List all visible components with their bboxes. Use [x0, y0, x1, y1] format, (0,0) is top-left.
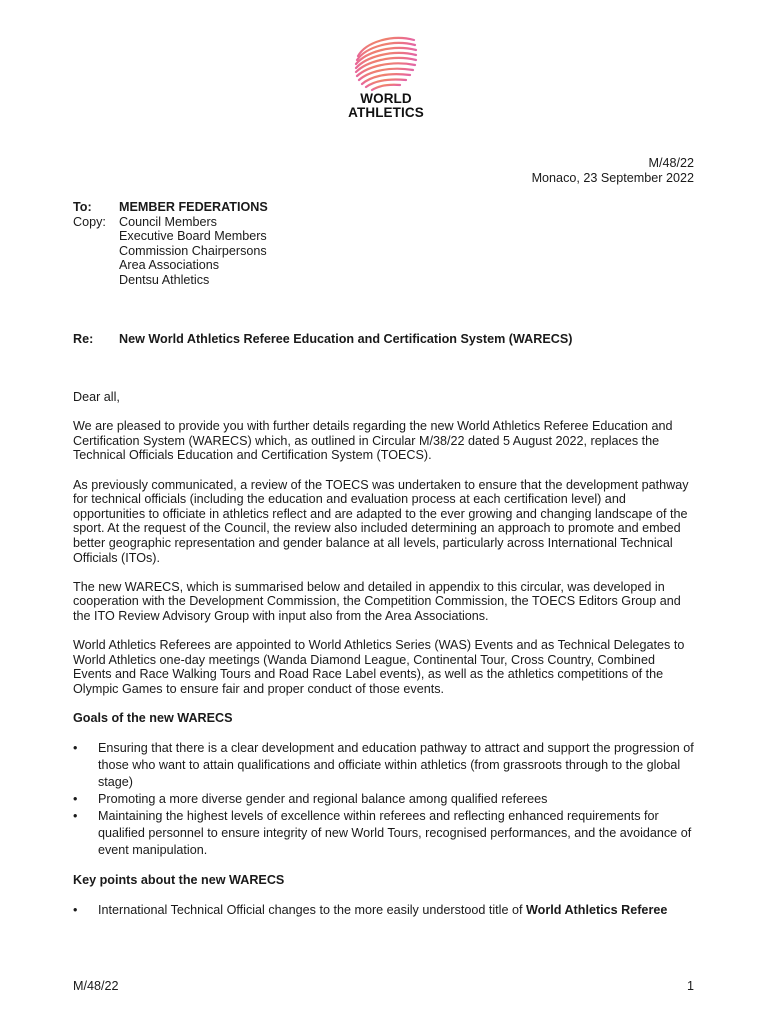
to-row	[73, 200, 268, 215]
goals-heading: Goals of the new WARECS	[73, 711, 233, 726]
copy-row	[73, 215, 268, 288]
logo-wordmark	[336, 92, 436, 119]
goal-item: • Ensuring that there is a clear development and education pathway to attract and support the progression of those who want to attain qualifications and officiate within athletics (from grassroots through to the global stage)	[73, 740, 695, 791]
world-athletics-emblem-icon	[352, 34, 420, 92]
world-athletics-logo	[336, 34, 436, 126]
copy-label: Copy:	[73, 214, 106, 229]
goals-list	[73, 740, 695, 859]
letter-body	[73, 390, 695, 933]
paragraph-3: The new WARECS, which is summarised below and detailed in appendix to this circular, was developed in cooperation with the Development Commission, the Competition Commission, the TOECS Editors Group and the ITO Review Advisory Group with input also from the Area Associations.	[73, 579, 681, 623]
paragraph-4: World Athletics Referees are appointed to World Athletics Series (WAS) Events and as Technical Delegates to World Athletics one-day meetings (Wanda Diamond League, Continental Tour, Cross Country, Combined Events and Race Walking Tours and Road Race Label events), as well as the athletics competitions of the Olympic Games to ensure fair and proper conduct of those events.	[73, 638, 685, 696]
copy-item: Executive Board Members	[119, 229, 267, 244]
subject-label: Re:	[73, 332, 94, 346]
goal-item: • Promoting a more diverse gender and regional balance among qualified referees	[73, 791, 695, 808]
copy-item: Area Associations	[119, 258, 220, 273]
circular-code: M/48/22	[648, 156, 694, 170]
logo-line-1: WORLD	[360, 91, 412, 106]
subject-text: New World Athletics Referee Education and Certification System (WARECS)	[119, 332, 573, 346]
paragraph-2: As previously communicated, a review of the TOECS was undertaken to ensure that the development pathway for technical officials (including the education and evaluation process at each certification level) and opportunities to officiate in athletics reflect and are adapted to the ever growing and changing landscape of the sport. At the request of the Council, the review also included determining an approach to promote and embed better geographic representation and gender balance at all levels, particularly across International Technical Officials (ITOs).	[73, 477, 689, 565]
copy-list	[119, 215, 267, 288]
key-point-bold: World Athletics Referee	[525, 903, 668, 918]
copy-item: Dentsu Athletics	[119, 272, 210, 287]
logo-line-2: ATHLETICS	[348, 104, 424, 120]
subject-line	[73, 332, 572, 347]
addressees-block	[73, 200, 268, 288]
reference-block	[532, 156, 694, 185]
to-label: To:	[73, 200, 92, 214]
paragraph-1: We are pleased to provide you with further details regarding the new World Athletics Referee Education and Certification System (WARECS) which, as outlined in Circular M/38/22 dated 5 August 2022, replaces the Technical Officials Education and Certification System (TOECS).	[73, 419, 673, 463]
place-date: Monaco, 23 September 2022	[531, 170, 694, 185]
salutation: Dear all,	[73, 390, 120, 404]
to-value: MEMBER FEDERATIONS	[119, 200, 268, 214]
key-point-item	[73, 902, 695, 919]
copy-item: Council Members	[119, 214, 217, 229]
page-number: 1	[686, 979, 694, 993]
goal-item: • Maintaining the highest levels of excellence within referees and reflecting enhanced requirements for qualified personnel to ensure integrity of new World Tours, recognised performances, and the avoidance of event manipulation.	[73, 808, 695, 859]
key-point-text: International Technical Official changes to the more easily understood title of	[98, 903, 526, 918]
footer-code: M/48/22	[73, 979, 119, 993]
key-points-list	[73, 902, 695, 919]
copy-item: Commission Chairpersons	[119, 243, 267, 258]
key-points-heading: Key points about the new WARECS	[73, 873, 285, 888]
